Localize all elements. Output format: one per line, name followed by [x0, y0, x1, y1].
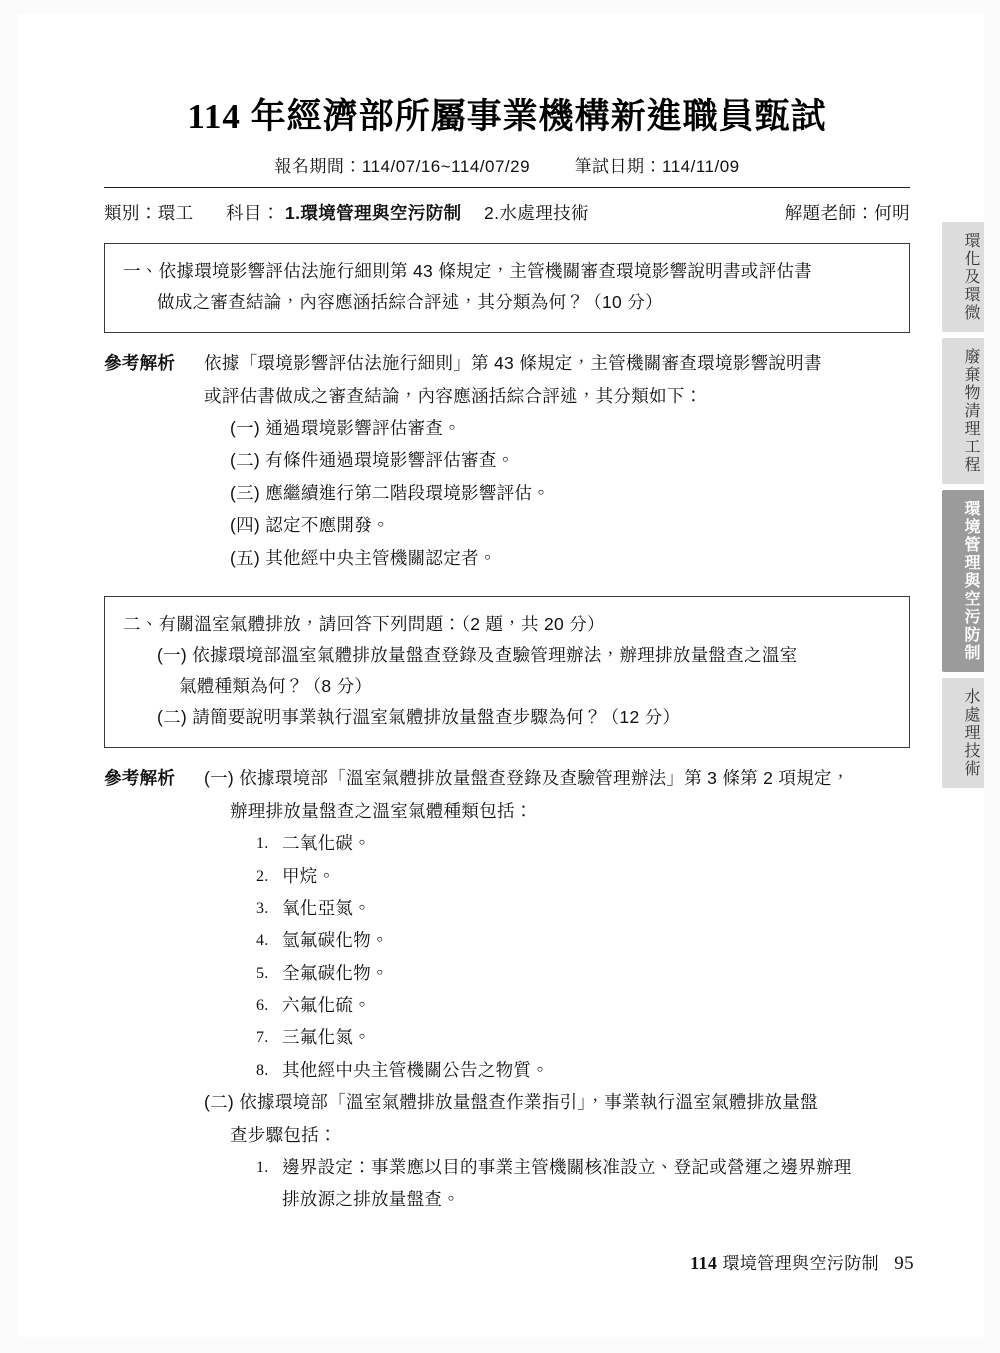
list-item [204, 989, 910, 1021]
answer-2-part1-lead-1: (一) 依據環境部「溫室氣體排放量盤查登錄及查驗管理辦法」第 3 條第 2 項規定， [204, 768, 850, 789]
registration-period: 報名期間：114/07/16~114/07/29 [274, 157, 531, 176]
side-tab-label: 環境管理與空污防制 [962, 500, 979, 662]
answer-1-item-2: (二) 有條件通過環境影響評估審查。 [230, 450, 515, 471]
list-item [204, 1151, 910, 1216]
list-number: 2. [256, 867, 269, 885]
page-edge-right [984, 0, 1000, 1353]
answer-block-2 [104, 762, 910, 1215]
answer-2-body [204, 762, 910, 1215]
answer-2-label: 參考解析 [104, 768, 176, 789]
list-number: 6. [256, 997, 269, 1015]
teacher-label: 解題老師：何明 [784, 203, 910, 223]
side-tab-label: 廢棄物清理工程 [962, 348, 979, 474]
answer-1-paragraph-1: 依據「環境影響評估法施行細則」第 43 條規定，主管機關審查環境影響說明書 [204, 353, 822, 374]
page-content [104, 96, 910, 1216]
page-footer [690, 1249, 914, 1275]
question-1-line-2: 做成之審查結論，內容應涵括綜合評述，其分類為何？（10 分） [157, 292, 663, 313]
subject-2: 2.水處理技術 [484, 203, 589, 223]
answer-2-part1-lead-2: 辦理排放量盤查之溫室氣體種類包括： [230, 800, 533, 821]
exam-date: 筆試日期：114/11/09 [574, 157, 740, 176]
list-text: 三氟化氮。 [282, 1027, 371, 1048]
page-title: 114 年經濟部所屬事業機構新進職員甄試 [187, 97, 827, 136]
question-1-line-1: 一、依據環境影響評估法施行細則第 43 條規定，主管機關審查環境影響說明書或評估書 [123, 261, 812, 281]
list-number: 4. [256, 932, 269, 950]
list-text: 氫氟碳化物。 [282, 930, 389, 951]
list-text-line-2: 排放源之排放量盤查。 [282, 1189, 460, 1210]
list-item [204, 1021, 910, 1053]
list-number: 8. [256, 1061, 269, 1079]
subject-label: 科目： [226, 203, 280, 223]
subject-1: 1.環境管理與空污防制 [285, 203, 462, 223]
list-text [282, 1151, 910, 1216]
list-text: 六氟化硫。 [282, 995, 371, 1016]
list-text: 二氧化碳。 [282, 833, 371, 854]
list-number: 3. [256, 899, 269, 917]
list-item [204, 957, 910, 989]
list-number: 5. [256, 964, 269, 982]
list-item [204, 892, 910, 924]
list-number: 7. [256, 1029, 269, 1047]
answer-2-part2-lead-2: 查步驟包括： [230, 1124, 337, 1145]
list-text: 甲烷。 [282, 865, 336, 886]
header-divider [104, 187, 910, 188]
answer-1-body [204, 347, 910, 574]
category-label: 類別：環工 [104, 203, 194, 223]
side-tab-waste[interactable] [942, 338, 984, 484]
footer-subject: 環境管理與空污防制 [722, 1254, 880, 1273]
side-tab-huanhua[interactable] [942, 222, 984, 332]
side-tab-water[interactable] [942, 678, 984, 788]
side-tab-label: 水處理技術 [962, 688, 979, 778]
list-item [204, 1054, 910, 1086]
question-2-line-4: (二) 請簡要說明事業執行溫室氣體排放量盤查步驟為何？（12 分） [157, 707, 681, 728]
exam-dates [104, 152, 910, 177]
list-text: 其他經中央主管機關公告之物質。 [282, 1059, 549, 1080]
list-text: 全氟碳化物。 [282, 962, 389, 983]
footer-exam-code: 114 [690, 1253, 718, 1273]
question-box-1 [104, 243, 910, 333]
side-tab-env-management-active[interactable] [942, 490, 984, 672]
footer-page-number: 95 [894, 1253, 914, 1274]
list-item [204, 827, 910, 859]
answer-block-1 [104, 347, 910, 574]
page-edge-left [0, 0, 18, 1353]
answer-1-item-3: (三) 應繼續進行第二階段環境影響評估。 [230, 482, 551, 503]
question-2-line-2: (一) 依據環境部溫室氣體排放量盤查登錄及查驗管理辦法，辦理排放量盤查之溫室 [157, 645, 798, 666]
question-box-2 [104, 596, 910, 749]
answer-1-paragraph-2: 或評估書做成之審查結論，內容應涵括綜合評述，其分類如下： [204, 385, 703, 406]
answer-1-item-4: (四) 認定不應開發。 [230, 515, 390, 536]
list-number: 1. [256, 835, 269, 853]
page-edge-top [0, 0, 1000, 14]
list-number: 1. [256, 1158, 269, 1176]
answer-1-item-1: (一) 通過環境影響評估審查。 [230, 418, 462, 439]
answer-2-part2-lead-1: (二) 依據環境部「溫室氣體排放量盤查作業指引」，事業執行溫室氣體排放量盤 [204, 1092, 818, 1113]
list-text: 氧化亞氮。 [282, 897, 371, 918]
answer-1-item-5: (五) 其他經中央主管機關認定者。 [230, 547, 497, 568]
list-item [204, 924, 910, 956]
exam-meta-left [104, 200, 589, 225]
side-tab-strip [942, 222, 984, 794]
list-text-line-1: 邊界設定：事業應以目的事業主管機關核准設立、登記或營運之邊界辦理 [282, 1156, 852, 1177]
side-tab-label: 環化及環微 [962, 232, 979, 322]
page-edge-bottom [0, 1337, 1000, 1353]
question-2-line-3: 氣體種類為何？（8 分） [179, 676, 373, 697]
list-item [204, 860, 910, 892]
answer-1-label: 參考解析 [104, 353, 176, 374]
exam-meta-row [104, 200, 910, 225]
question-2-line-1: 二、有關溫室氣體排放，請回答下列問題：（2 題，共 20 分） [123, 613, 605, 634]
